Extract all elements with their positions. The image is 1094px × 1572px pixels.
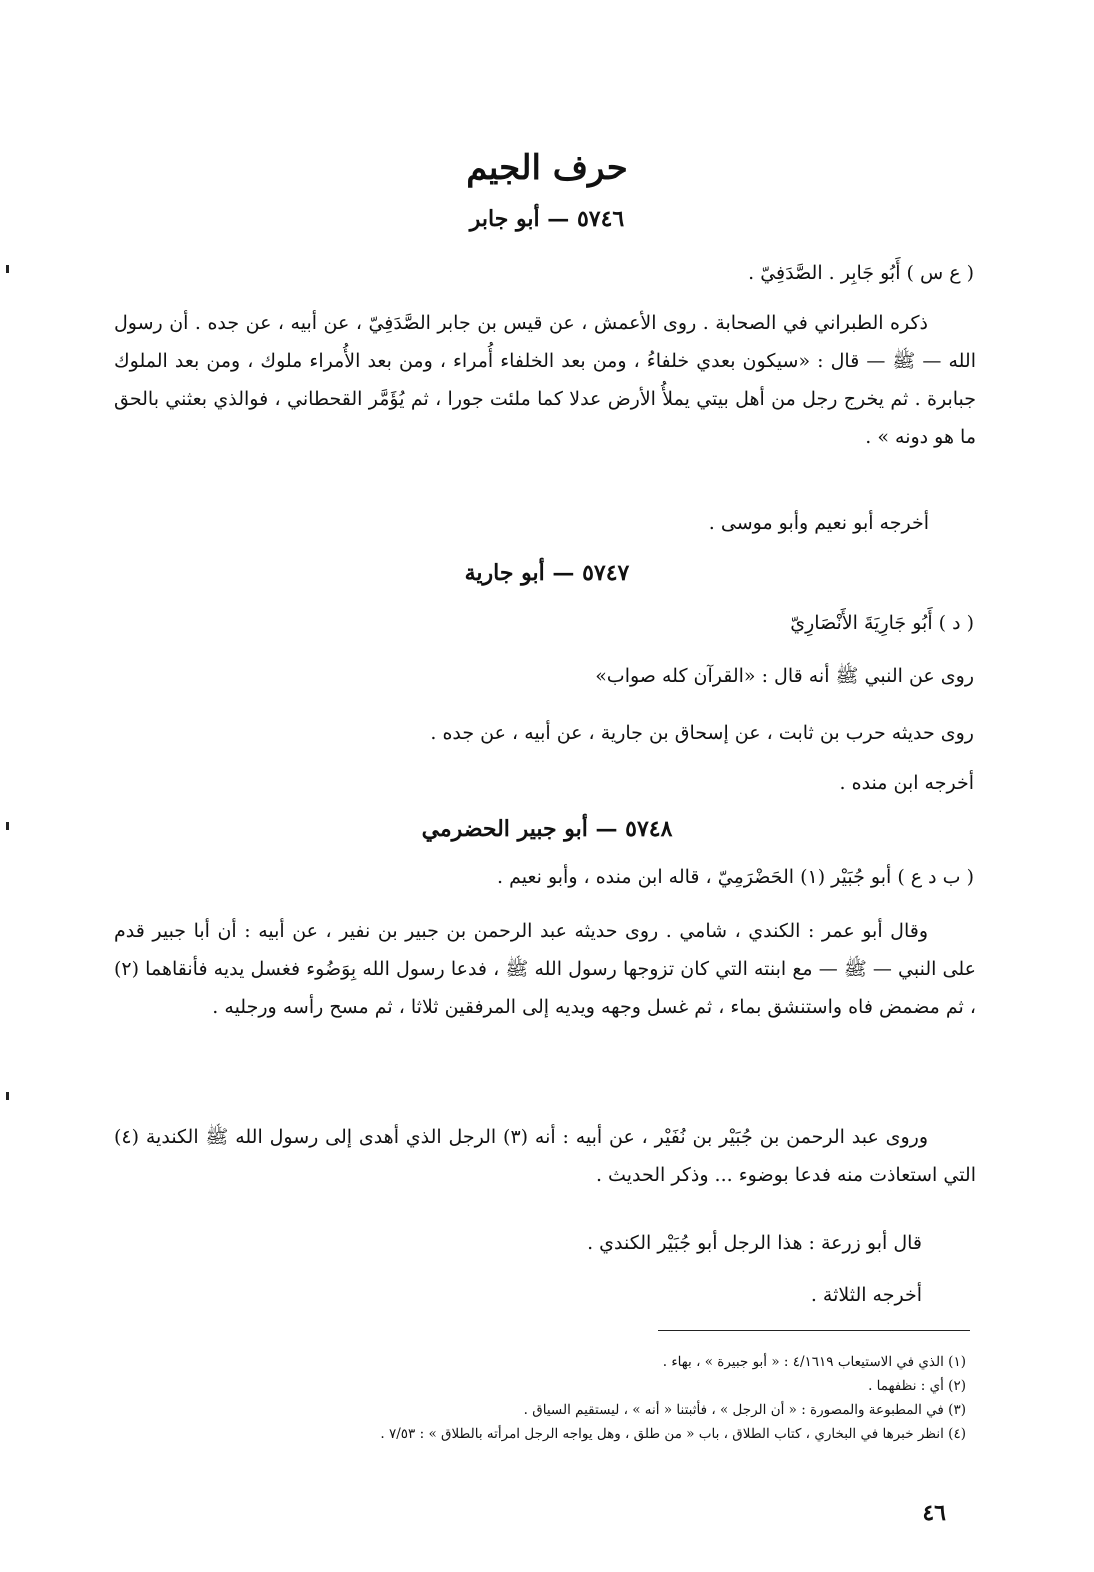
entry-name-line: ( ب د ع ) أبو جُبَيْر (١) الحَضْرَمِيّ ، قاله ابن منده ، وأبو نعيم . [497, 866, 974, 888]
scan-artifact [6, 265, 9, 273]
entry-heading: ٥٧٤٨ — أبو جبير الحضرمي [421, 816, 673, 842]
entry-name-line: ( د ) أَبُو جَارِيَةَ الأَنْصَارِيّ [790, 612, 974, 634]
entry-text-line: روى حديثه حرب بن ثابت ، عن إسحاق بن جارية ، عن أبيه ، عن جده . [430, 722, 974, 744]
entry-heading: ٥٧٤٧ — أبو جارية [464, 560, 630, 586]
footnotes [86, 1350, 966, 1446]
entry-text-line: قال أبو زرعة : هذا الرجل أبو جُبَيْر الكندي . [587, 1232, 922, 1254]
entry-paragraph: وقال أبو عمر : الكندي ، شامي . روى حديثه عبد الرحمن بن جبير بن نفير ، عن أبيه : أن أبا جبير قدم على النبي — ﷺ — مع ابنته التي كان تزوجها رسول الله ﷺ ، فدعا رسول الله بِوَضُوء فغسل يديه فأنقاهما (٢) ، ثم مضمض فاه واستنشق بماء ، ثم غسل وجهه ويديه إلى المرفقين ثلاثا ، ثم مسح رأسه ورجليه . [114, 920, 976, 1018]
entry-source-line: أخرجه ابن منده . [839, 772, 974, 794]
entry-paragraph: ذكره الطبراني في الصحابة . روى الأعمش ، عن قيس بن جابر الصَّدَفِيّ ، عن أبيه ، عن جده . أن رسول الله — ﷺ — قال : «سيكون بعدي خلفاءُ ، ومن بعد الخلفاء أُمراء ، ومن بعد الأُمراء ملوك ، ومن بعد الملوك جبابرة . ثم يخرج رجل من أهل بيتي يملأُ الأرض عدلا كما ملئت جورا ، ثم يُؤَمَّر القحطاني ، فوالذي بعثني بالحق ما هو دونه » . [114, 312, 976, 448]
scan-artifact [6, 822, 9, 830]
entry-paragraph: وروى عبد الرحمن بن جُبَيْر بن نُفَيْر ، عن أبيه : أنه (٣) الرجل الذي أهدى إلى رسول الله ﷺ الكندية (٤) التي استعاذت منه فدعا بوضوء ... وذكر الحديث . [114, 1126, 976, 1186]
footnote: (١) الذي في الاستيعاب ٤/١٦١٩ : « أبو جبيرة » ، بهاء . [662, 1354, 966, 1370]
entry-name-line: ( ع س ) أَبُو جَابِر . الصَّدَفِيّ . [748, 262, 974, 284]
chapter-title: حرف الجيم [466, 148, 628, 188]
footnote: (٢) أي : نظفهما . [868, 1378, 966, 1394]
scan-artifact [6, 1092, 9, 1100]
page-number: ٤٦ [922, 1500, 946, 1526]
footnote: (٣) في المطبوعة والمصورة : « أن الرجل » ، فأثبتنا « أنه » ، ليستقيم السياق . [523, 1402, 966, 1418]
entry-heading: ٥٧٤٦ — أبو جابر [469, 206, 625, 232]
entry-source-line: أخرجه أبو نعيم وأبو موسى . [708, 512, 929, 534]
entry-text-line: روى عن النبي ﷺ أنه قال : «القرآن كله صواب» [595, 665, 974, 687]
entry-source-line: أخرجه الثلاثة . [810, 1284, 922, 1306]
footnote: (٤) انظر خبرها في البخاري ، كتاب الطلاق ، باب « من طلق ، وهل يواجه الرجل امرأته بالطلاق » : ٧/٥٣ . [380, 1426, 966, 1442]
footnote-divider [658, 1330, 970, 1331]
